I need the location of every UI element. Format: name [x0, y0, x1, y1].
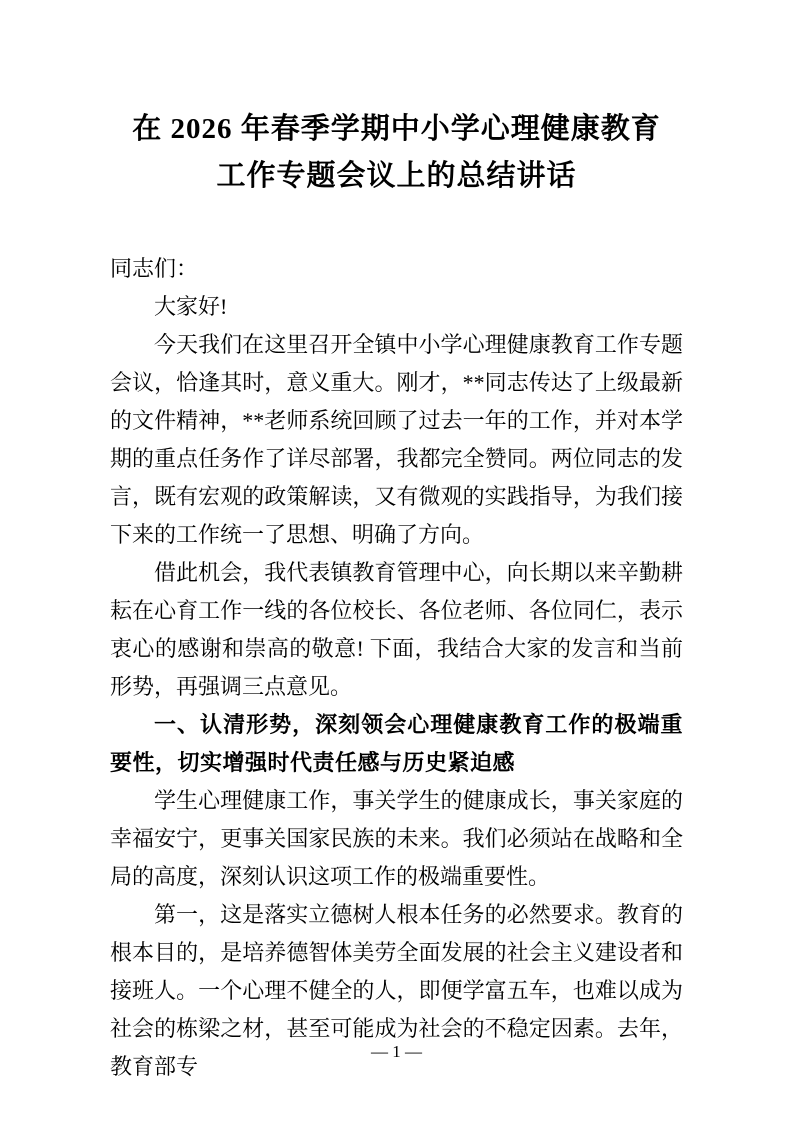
body-paragraph-2: 第一，这是落实立德树人根本任务的必然要求。教育的根本目的，是培养德智体美劳全面发展的社会主义建设者和接班人。一个心理不健全的人，即便学富五车，也难以成为社会的栋梁之材，甚至可能成为社会的不稳定因素。去年，教育部专	[110, 902, 683, 1079]
greeting-paragraph: 大家好!	[154, 294, 228, 319]
section-heading-1: 一、认清形势，深刻领会心理健康教育工作的极端重要性，切实增强时代责任感与历史紧迫感	[110, 712, 683, 775]
opening-paragraph: 今天我们在这里召开全镇中小学心理健康教育工作专题会议，恰逢其时，意义重大。刚才，**同志传达了上级最新的文件精神，**老师系统回顾了过去一年的工作，并对本学期的重点任务作了详尽部署，我都完全赞同。两位同志的发言，既有宏观的政策解读，又有微观的实践指导，为我们接下来的工作统一了思想、明确了方向。	[110, 332, 683, 547]
salutation: 同志们：	[110, 256, 199, 281]
document-title	[110, 106, 683, 200]
body-paragraph-1: 学生心理健康工作，事关学生的健康成长，事关家庭的幸福安宁，更事关国家民族的未来。我们必须站在战略和全局的高度，深刻认识这项工作的极端重要性。	[110, 788, 683, 889]
document-title-line2: 工作专题会议上的总结讲话	[216, 160, 577, 192]
thanks-paragraph: 借此机会，我代表镇教育管理中心，向长期以来辛勤耕耘在心育工作一线的各位校长、各位老师、各位同仁，表示衷心的感谢和崇高的敬意! 下面，我结合大家的发言和当前形势，再强调三点意见。	[110, 560, 683, 699]
page-number: — 1 —	[371, 1042, 422, 1061]
document-title-line1: 在 2026 年春季学期中小学心理健康教育	[132, 113, 661, 145]
page-footer	[0, 1042, 793, 1062]
